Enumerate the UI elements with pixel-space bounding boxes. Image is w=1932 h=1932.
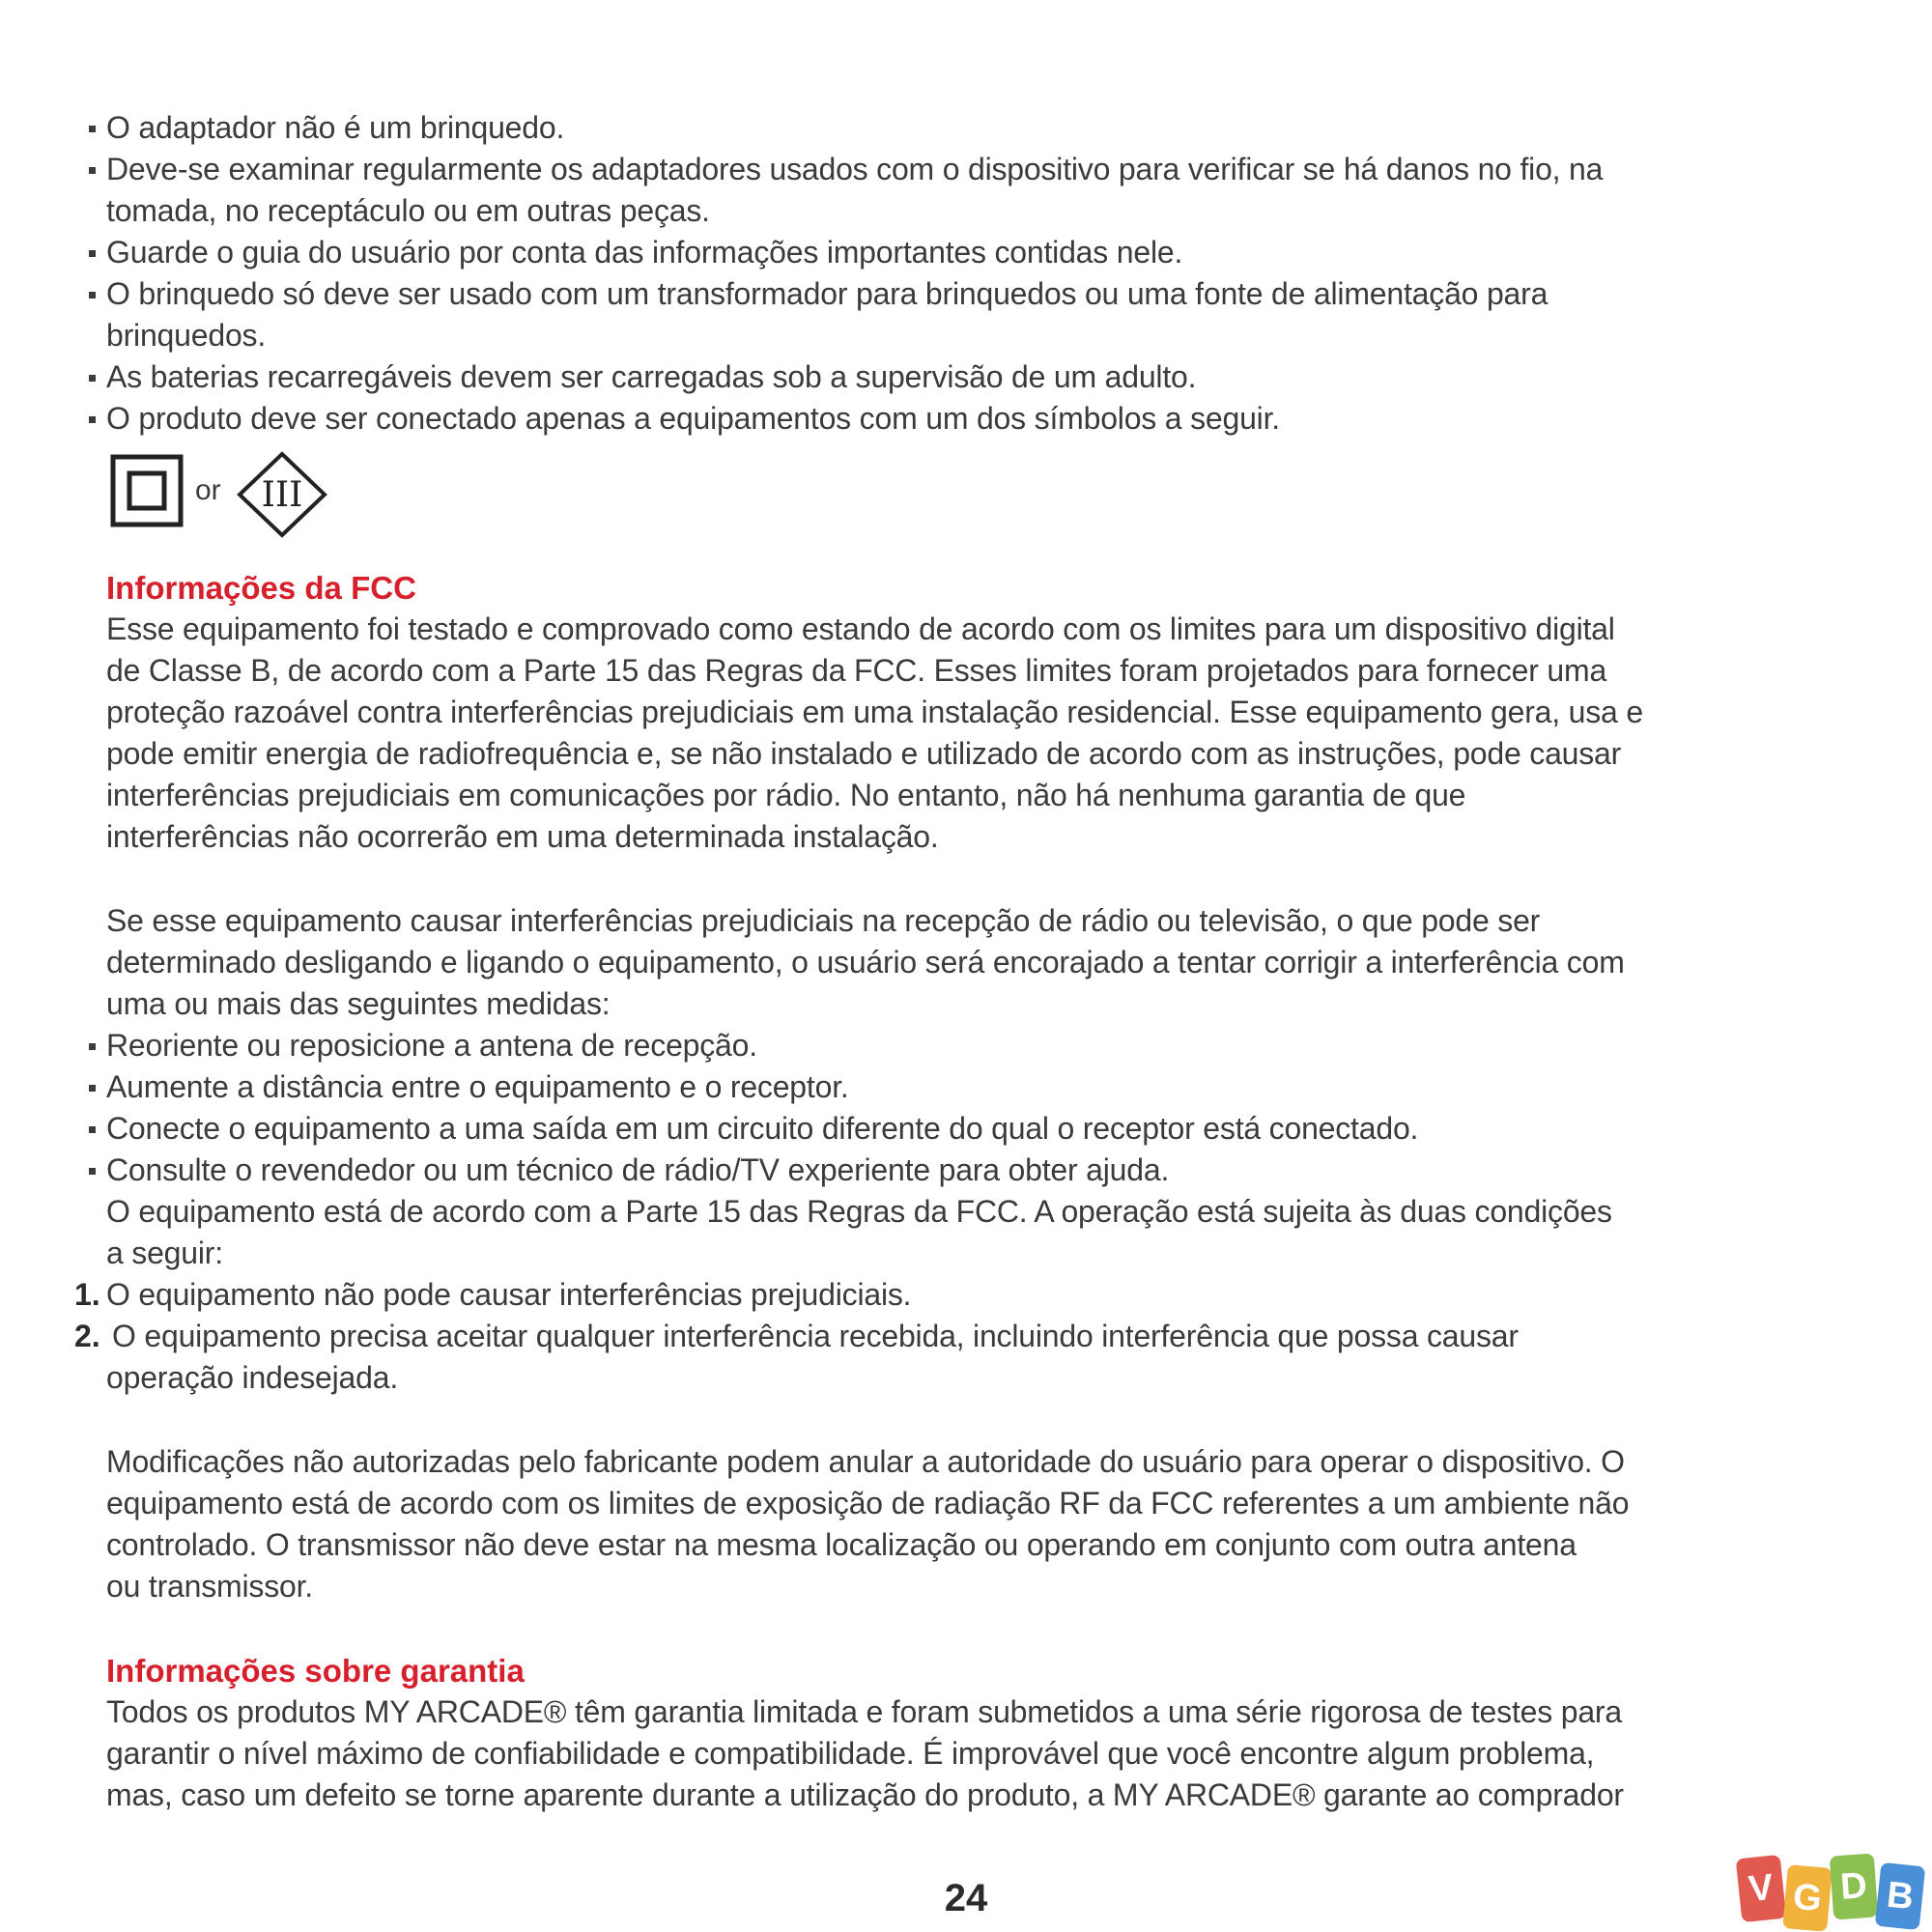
safety-bullet: Guarde o guia do usuário por conta das informações importantes contidas nele. — [106, 232, 1182, 273]
fcc-para-line: interferências não ocorrerão em uma determinada instalação. — [106, 819, 939, 854]
watermark-tile: B — [1875, 1862, 1926, 1930]
class-2-double-insulation-icon — [110, 454, 184, 527]
fcc-para-line: pode emitir energia de radiofrequência e, se não instalado e utilizado de acordo com as instruções, pode causar — [106, 736, 1622, 771]
watermark-tile: V — [1736, 1855, 1787, 1922]
watermark-tile: G — [1782, 1864, 1833, 1932]
safety-bullet: Deve-se examinar regularmente os adaptadores usados com o dispositivo para verificar se há danos no fio, na — [106, 149, 1603, 190]
vgdb-watermark-logo — [1739, 1853, 1932, 1932]
fcc-para-line: equipamento está de acordo com os limites de exposição de radiação RF da FCC referentes a um ambiente não — [106, 1486, 1630, 1520]
warranty-para-line: mas, caso um defeito se torne aparente durante a utilização do produto, a MY ARCADE® garante ao comprador — [106, 1777, 1624, 1812]
warranty-para-line: garantir o nível máximo de confiabilidade e compatibilidade. É improvável que você encontre algum problema, — [106, 1736, 1595, 1771]
fcc-para-line: determinado desligando e ligando o equipamento, o usuário será encorajado a tentar corrigir a interferência com — [106, 945, 1625, 980]
warranty-heading: Informações sobre garantia — [106, 1653, 525, 1689]
fcc-measure-item: Consulte o revendedor ou um técnico de rádio/TV experiente para obter ajuda. — [106, 1150, 1169, 1191]
fcc-measure-item: Conecte o equipamento a uma saída em um circuito diferente do qual o receptor está conectado. — [106, 1108, 1418, 1150]
warranty-para-line: Todos os produtos MY ARCADE® têm garantia limitada e foram submetidos a uma série rigorosa de testes para — [106, 1694, 1622, 1729]
fcc-para-line: proteção razoável contra interferências prejudiciais em uma instalação residencial. Esse equipamento gera, usa e — [106, 695, 1643, 729]
fcc-compliance-line: O equipamento está de acordo com a Parte 15 das Regras da FCC. A operação está sujeita às duas condições — [106, 1194, 1612, 1229]
safety-bullet: As baterias recarregáveis devem ser carregadas sob a supervisão de um adulto. — [106, 356, 1196, 398]
fcc-compliance-line: a seguir: — [106, 1236, 223, 1270]
fcc-para-line: de Classe B, de acordo com a Parte 15 das Regras da FCC. Esses limites foram projetados para fornecer uma — [106, 653, 1607, 688]
class-3-diamond-icon — [236, 450, 328, 539]
safety-bullet: O brinquedo só deve ser usado com um transformador para brinquedos ou uma fonte de alimentação para — [106, 273, 1548, 315]
safety-bullet-cont: brinquedos. — [106, 318, 267, 353]
condition-number: 2. — [74, 1319, 100, 1353]
fcc-measure-item: Reoriente ou reposicione a antena de recepção. — [106, 1025, 757, 1066]
page-number: 24 — [944, 1877, 988, 1919]
fcc-para-line: interferências prejudiciais em comunicações por rádio. No entanto, não há nenhuma garantia de que — [106, 778, 1466, 812]
condition-text-cont: operação indesejada. — [106, 1360, 399, 1395]
watermark-tile: D — [1830, 1853, 1878, 1919]
safety-bullet: O adaptador não é um brinquedo. — [106, 107, 564, 149]
fcc-heading: Informações da FCC — [106, 570, 416, 606]
condition-number: 1. — [74, 1277, 100, 1312]
fcc-para-line: ou transmissor. — [106, 1569, 313, 1604]
class-3-label: III — [261, 475, 303, 515]
symbols-or-label: or — [195, 474, 221, 506]
fcc-measure-item: Aumente a distância entre o equipamento e o receptor. — [106, 1066, 849, 1108]
fcc-para-line: Se esse equipamento causar interferências prejudiciais na recepção de rádio ou televisão, o que pode ser — [106, 903, 1541, 938]
fcc-para-line: Modificações não autorizadas pelo fabricante podem anular a autoridade do usuário para operar o dispositivo. O — [106, 1444, 1625, 1479]
fcc-para-line: controlado. O transmissor não deve estar na mesma localização ou operando em conjunto com outra antena — [106, 1527, 1577, 1562]
safety-bullet: O produto deve ser conectado apenas a equipamentos com um dos símbolos a seguir. — [106, 398, 1280, 440]
fcc-para-line: Esse equipamento foi testado e comprovado como estando de acordo com os limites para um dispositivo digital — [106, 611, 1615, 646]
safety-bullet-cont: tomada, no receptáculo ou em outras peças. — [106, 193, 710, 228]
fcc-para-line: uma ou mais das seguintes medidas: — [106, 986, 611, 1021]
condition-text: O equipamento não pode causar interferências prejudiciais. — [106, 1277, 912, 1312]
condition-text: O equipamento precisa aceitar qualquer interferência recebida, incluindo interferência que possa causar — [112, 1319, 1519, 1353]
